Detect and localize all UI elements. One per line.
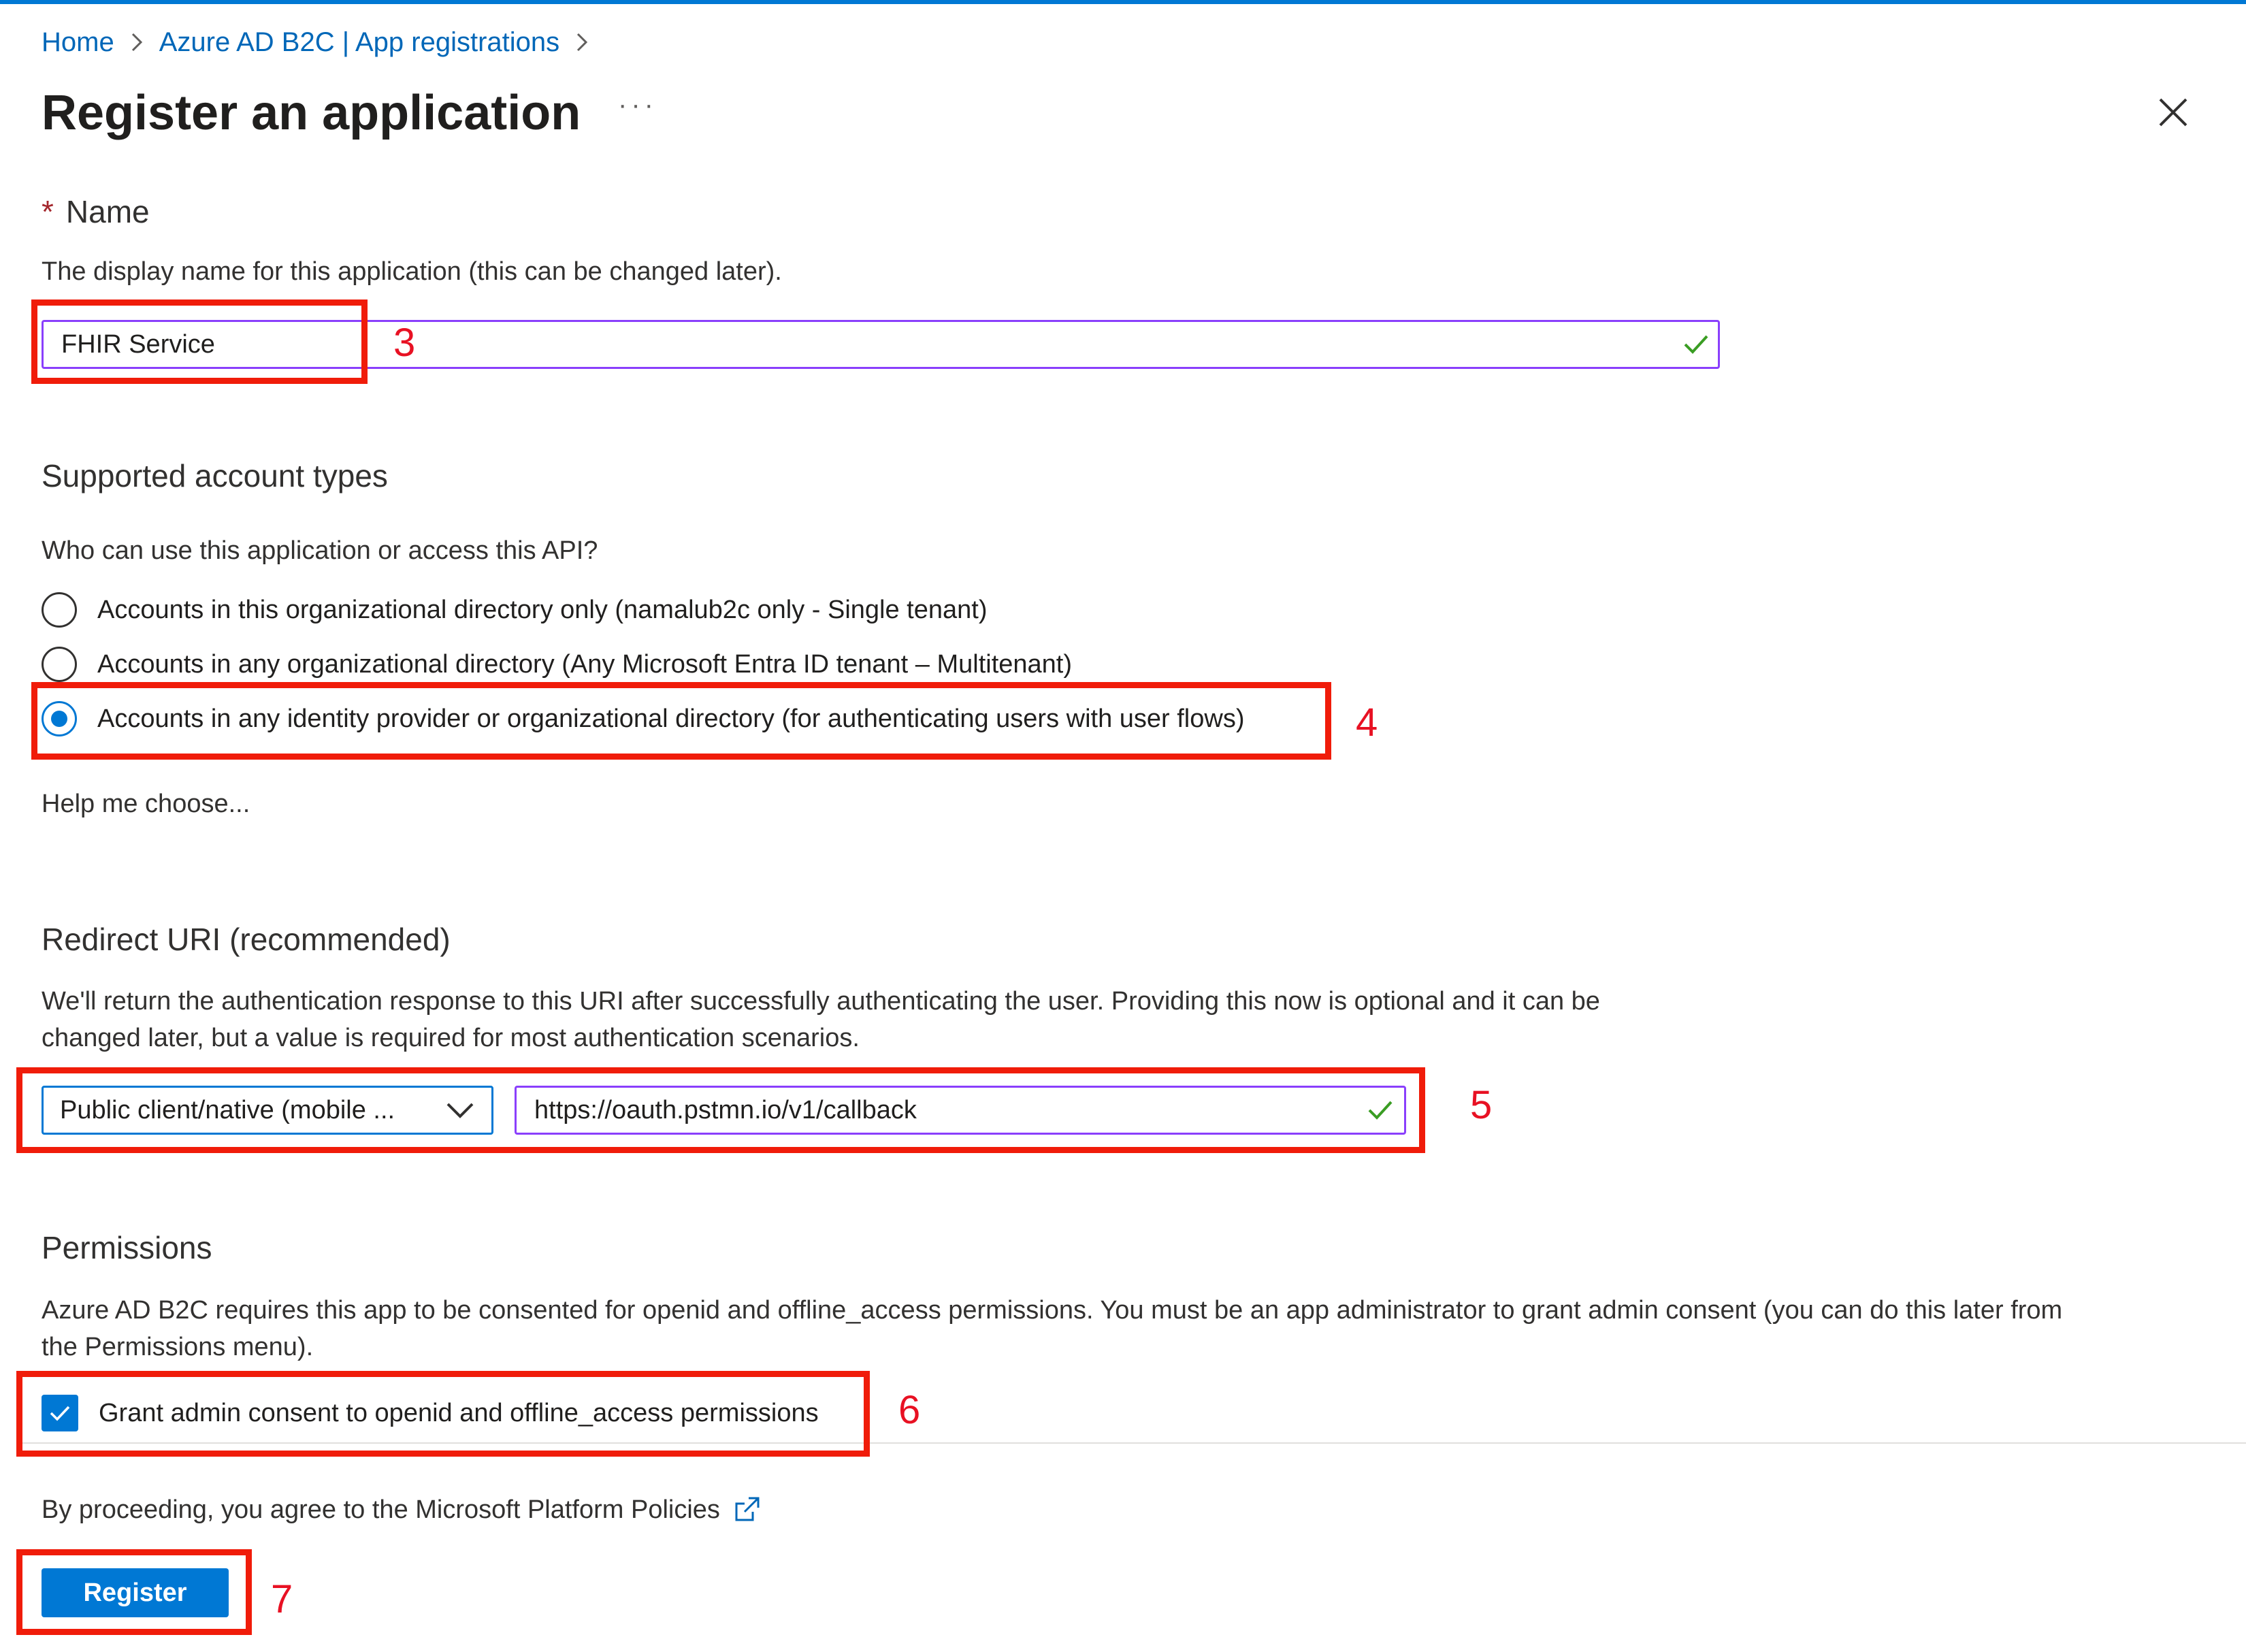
redirect-uri-heading: Redirect URI (recommended) [42,922,451,957]
grant-admin-consent-label: Grant admin consent to openid and offline_access permissions [99,1398,819,1427]
valid-check-icon [1682,331,1710,358]
radio-button[interactable] [42,647,77,682]
redirect-uri-value: https://oauth.pstmn.io/v1/callback [534,1095,917,1124]
chevron-right-icon [576,32,588,52]
callout-box-register [16,1549,252,1635]
name-description: The display name for this application (this can be changed later). [42,257,782,286]
callout-number-6: 6 [898,1388,921,1432]
name-label: * Name [42,194,150,229]
name-input-value: FHIR Service [61,329,215,359]
chevron-right-icon [131,32,143,52]
platform-policies-link[interactable]: By proceeding, you agree to the Microsoft Platform Policies [42,1495,720,1524]
breadcrumb [42,25,604,60]
account-option-multitenant[interactable] [42,644,1072,685]
account-types-heading: Supported account types [42,458,388,493]
more-options-icon[interactable]: ··· [618,90,657,120]
permissions-heading: Permissions [42,1230,212,1265]
callout-number-4: 4 [1356,700,1378,745]
radio-button[interactable] [42,592,77,628]
callout-box-consent [16,1371,870,1457]
account-option-label: Accounts in any organizational directory (Any Microsoft Entra ID tenant – Multitenant) [97,649,1073,679]
account-option-single-tenant[interactable] [42,589,987,630]
account-option-label: Accounts in this organizational directory only (namalub2c only - Single tenant) [97,595,988,624]
callout-box-name [31,299,368,384]
policy-link-row[interactable] [42,1491,761,1529]
close-icon[interactable] [2156,95,2190,129]
required-marker: * [42,194,54,229]
callout-box-redirect [16,1067,1425,1153]
account-option-label: Accounts in any identity provider or organizational directory (for authenticating users with user flows) [97,704,1245,733]
top-accent-bar [0,0,2246,4]
register-button[interactable]: Register [42,1568,229,1617]
platform-select-value: Public client/native (mobile ... [60,1095,395,1124]
callout-number-5: 5 [1470,1083,1493,1127]
account-types-question: Who can use this application or access this API? [42,536,598,565]
permissions-description: Azure AD B2C requires this app to be consented for openid and offline_access permissions. You must be an app administrator to grant admin consent (you can do this later from the Permissions menu). [42,1296,2063,1361]
callout-number-7: 7 [271,1577,293,1621]
callout-box-account-type [31,682,1331,760]
redirect-uri-description: We'll return the authentication response to this URI after successfully authenticating the user. Providing this now is optional and it can be changed later, but a value is required for most authentication scenarios. [42,987,1600,1052]
help-me-choose-link[interactable]: Help me choose... [42,790,250,818]
callout-number-3: 3 [393,321,416,365]
external-link-icon [732,1495,761,1524]
page-title: Register an application [42,86,581,140]
breadcrumb-app-registrations[interactable]: Azure AD B2C | App registrations [159,27,560,57]
breadcrumb-home[interactable]: Home [42,27,114,57]
